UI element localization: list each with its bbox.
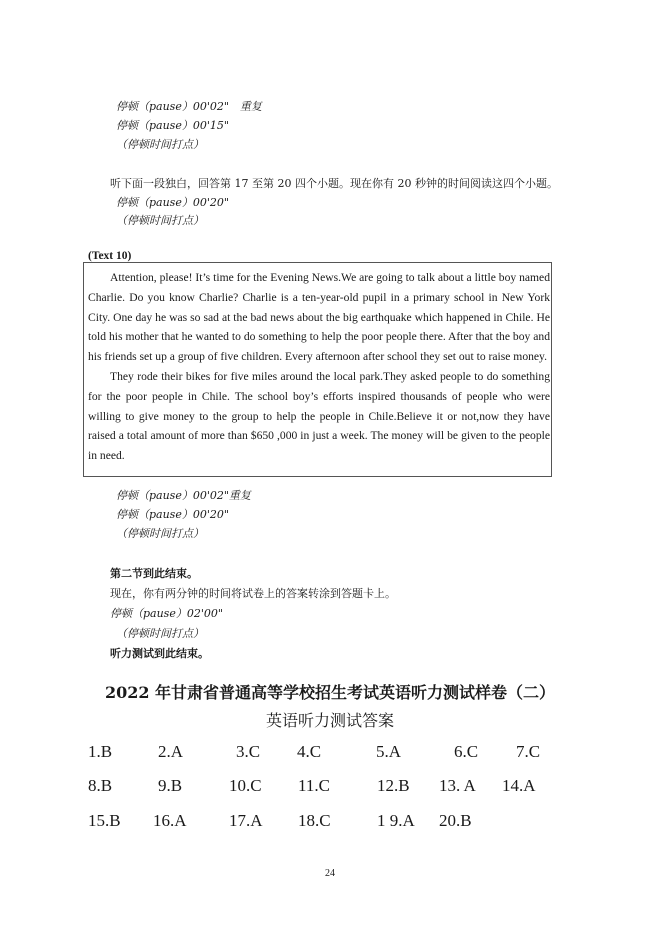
pause-line-2: 停顿（pause）00'15" [116, 119, 229, 132]
pause-line-3: 停顿（pause）00'20" [116, 196, 229, 209]
page-number: 24 [325, 868, 335, 879]
transfer-instruction: 现在，你有两分钟的时间将试卷上的答案转涂到答题卡上。 [110, 587, 396, 600]
pause-mark-4: （停顿时间打点） [116, 627, 204, 640]
test-end: 听力测试到此结束。 [110, 647, 209, 660]
answer-4: 4.C [297, 742, 322, 761]
answer-5: 5.A [376, 742, 402, 761]
answer-10: 10.C [229, 776, 262, 795]
text10-label: (Text 10) [88, 250, 132, 262]
section-end: 第二节到此结束。 [110, 567, 198, 580]
pause-line-1: 停顿（pause）00'02" 重复 [116, 100, 262, 113]
exam-title: 2022 年甘肃省普通高等学校招生考试英语听力测试样卷（二） [104, 683, 556, 702]
text10-paragraph-1: Attention, please! It’s time for the Evening News.We are going to talk about a little boy named Charlie. Do you know Charlie? Charlie is a ten-year-old pupil in a primary school in New York City. One day he was so sad at the bad news about the big earthquake which happened in Chile. He told his mother that he wanted to do something to help the poor people there. After that the boy and his friends set up a group of five children. Every afternoon after school they set out to raise money. [88, 271, 550, 364]
instruction-line: 听下面一段独白，回答第 17 至第 20 四个小题。现在你有 20 秒钟的时间阅读这四个小题。 [110, 177, 558, 190]
answer-11: 11.C [298, 776, 330, 795]
answer-8: 8.B [88, 776, 113, 795]
answer-18: 18.C [298, 811, 331, 830]
answer-16: 16.A [153, 811, 187, 830]
answer-3: 3.C [236, 742, 261, 761]
pause-line-4: 停顿（pause）00'02"重复 [116, 489, 251, 502]
text10-paragraph-2: They rode their bikes for five miles around the local park.They asked people to do something for the poor people in Chile. The school boy’s efforts inspired thousands of people who were willing to give money to the group to help the people in Chile.Believe it or not,now they have raised a total amount of more than $650 ,000 in just a week. The money will be given to the people in need. [88, 369, 550, 463]
pause-mark-3: （停顿时间打点） [116, 527, 204, 540]
answer-20: 20.B [439, 811, 472, 830]
pause-mark-1: （停顿时间打点） [116, 138, 204, 151]
answer-9: 9.B [158, 776, 183, 795]
pause-mark-2: （停顿时间打点） [116, 214, 204, 227]
answer-19: 1 9.A [377, 811, 415, 830]
answer-12: 12.B [377, 776, 410, 795]
pause-line-6: 停顿（pause）02'00" [110, 607, 223, 620]
answer-17: 17.A [229, 811, 263, 830]
answer-2: 2.A [158, 742, 184, 761]
answer-14: 14.A [502, 776, 536, 795]
answer-13: 13. A [439, 776, 476, 795]
text10-body [88, 268, 550, 466]
answer-title: 英语听力测试答案 [265, 711, 394, 730]
answer-7: 7.C [516, 742, 541, 761]
answer-1: 1.B [88, 742, 113, 761]
answer-6: 6.C [454, 742, 479, 761]
pause-line-5: 停顿（pause）00'20" [116, 508, 229, 521]
answer-15: 15.B [88, 811, 121, 830]
